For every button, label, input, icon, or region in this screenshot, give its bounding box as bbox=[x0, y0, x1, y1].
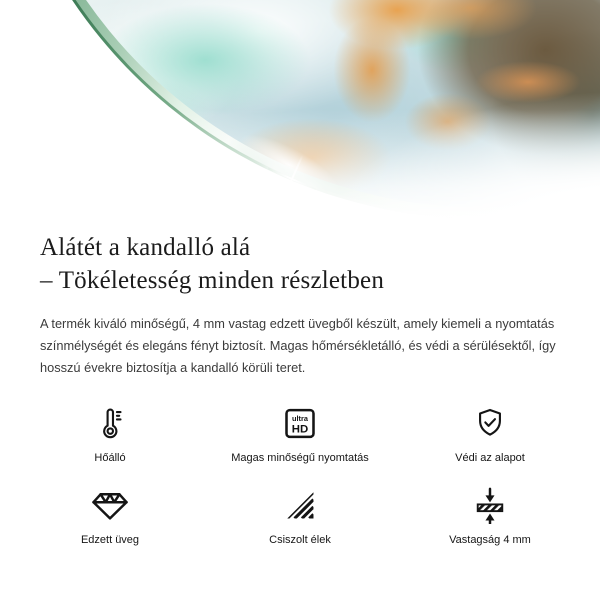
feature-label: Hőálló bbox=[94, 452, 126, 464]
product-description bbox=[40, 313, 560, 379]
page-title-line1: Alátét a kandalló alá bbox=[40, 234, 251, 261]
feature-label: Védi az alapot bbox=[455, 452, 525, 464]
feature-tempered-glass bbox=[28, 486, 192, 547]
page-title-line2: – Tökéletesség minden részletben bbox=[40, 267, 385, 294]
feature-label: Csiszolt élek bbox=[269, 534, 331, 546]
shield-check-icon bbox=[473, 404, 507, 442]
ultra-hd-icon bbox=[282, 404, 318, 442]
feature-label: Edzett üveg bbox=[80, 534, 140, 546]
feature-label: Vastagság 4 mm bbox=[449, 534, 531, 546]
description-line: színmélységét és elegáns fényt biztosít. Magas hőmérsékletálló, és védi a sérülésektől, így bbox=[40, 338, 556, 353]
feature-heat-resistant bbox=[28, 404, 192, 465]
feature-print-quality bbox=[218, 404, 382, 465]
diamond-icon bbox=[90, 486, 130, 524]
feature-row-2 bbox=[28, 486, 572, 547]
feature-polished-edges bbox=[218, 486, 382, 547]
ultra-hd-badge-bottom: HD bbox=[291, 422, 309, 435]
description-line: A termék kiváló minőségű, 4 mm vastag edzett üvegből készült, amely kiemeli a nyomtatás bbox=[40, 316, 555, 331]
feature-row-1 bbox=[28, 404, 572, 465]
feature-label: Magas minőségű nyomtatás bbox=[231, 452, 369, 464]
thermometer-icon bbox=[93, 404, 127, 442]
compress-arrows-icon bbox=[472, 486, 508, 524]
product-info-section bbox=[0, 228, 600, 379]
hatched-edge-icon bbox=[283, 486, 317, 524]
product-photo bbox=[0, 0, 600, 228]
photo-fade-overlay bbox=[0, 0, 600, 228]
page-title bbox=[40, 231, 560, 297]
feature-protects-base bbox=[408, 404, 572, 465]
ultra-hd-badge-top: ultra bbox=[292, 413, 308, 423]
feature-thickness bbox=[408, 486, 572, 547]
description-line: hosszú évekre biztosítja a kandalló körüli teret. bbox=[40, 360, 306, 375]
